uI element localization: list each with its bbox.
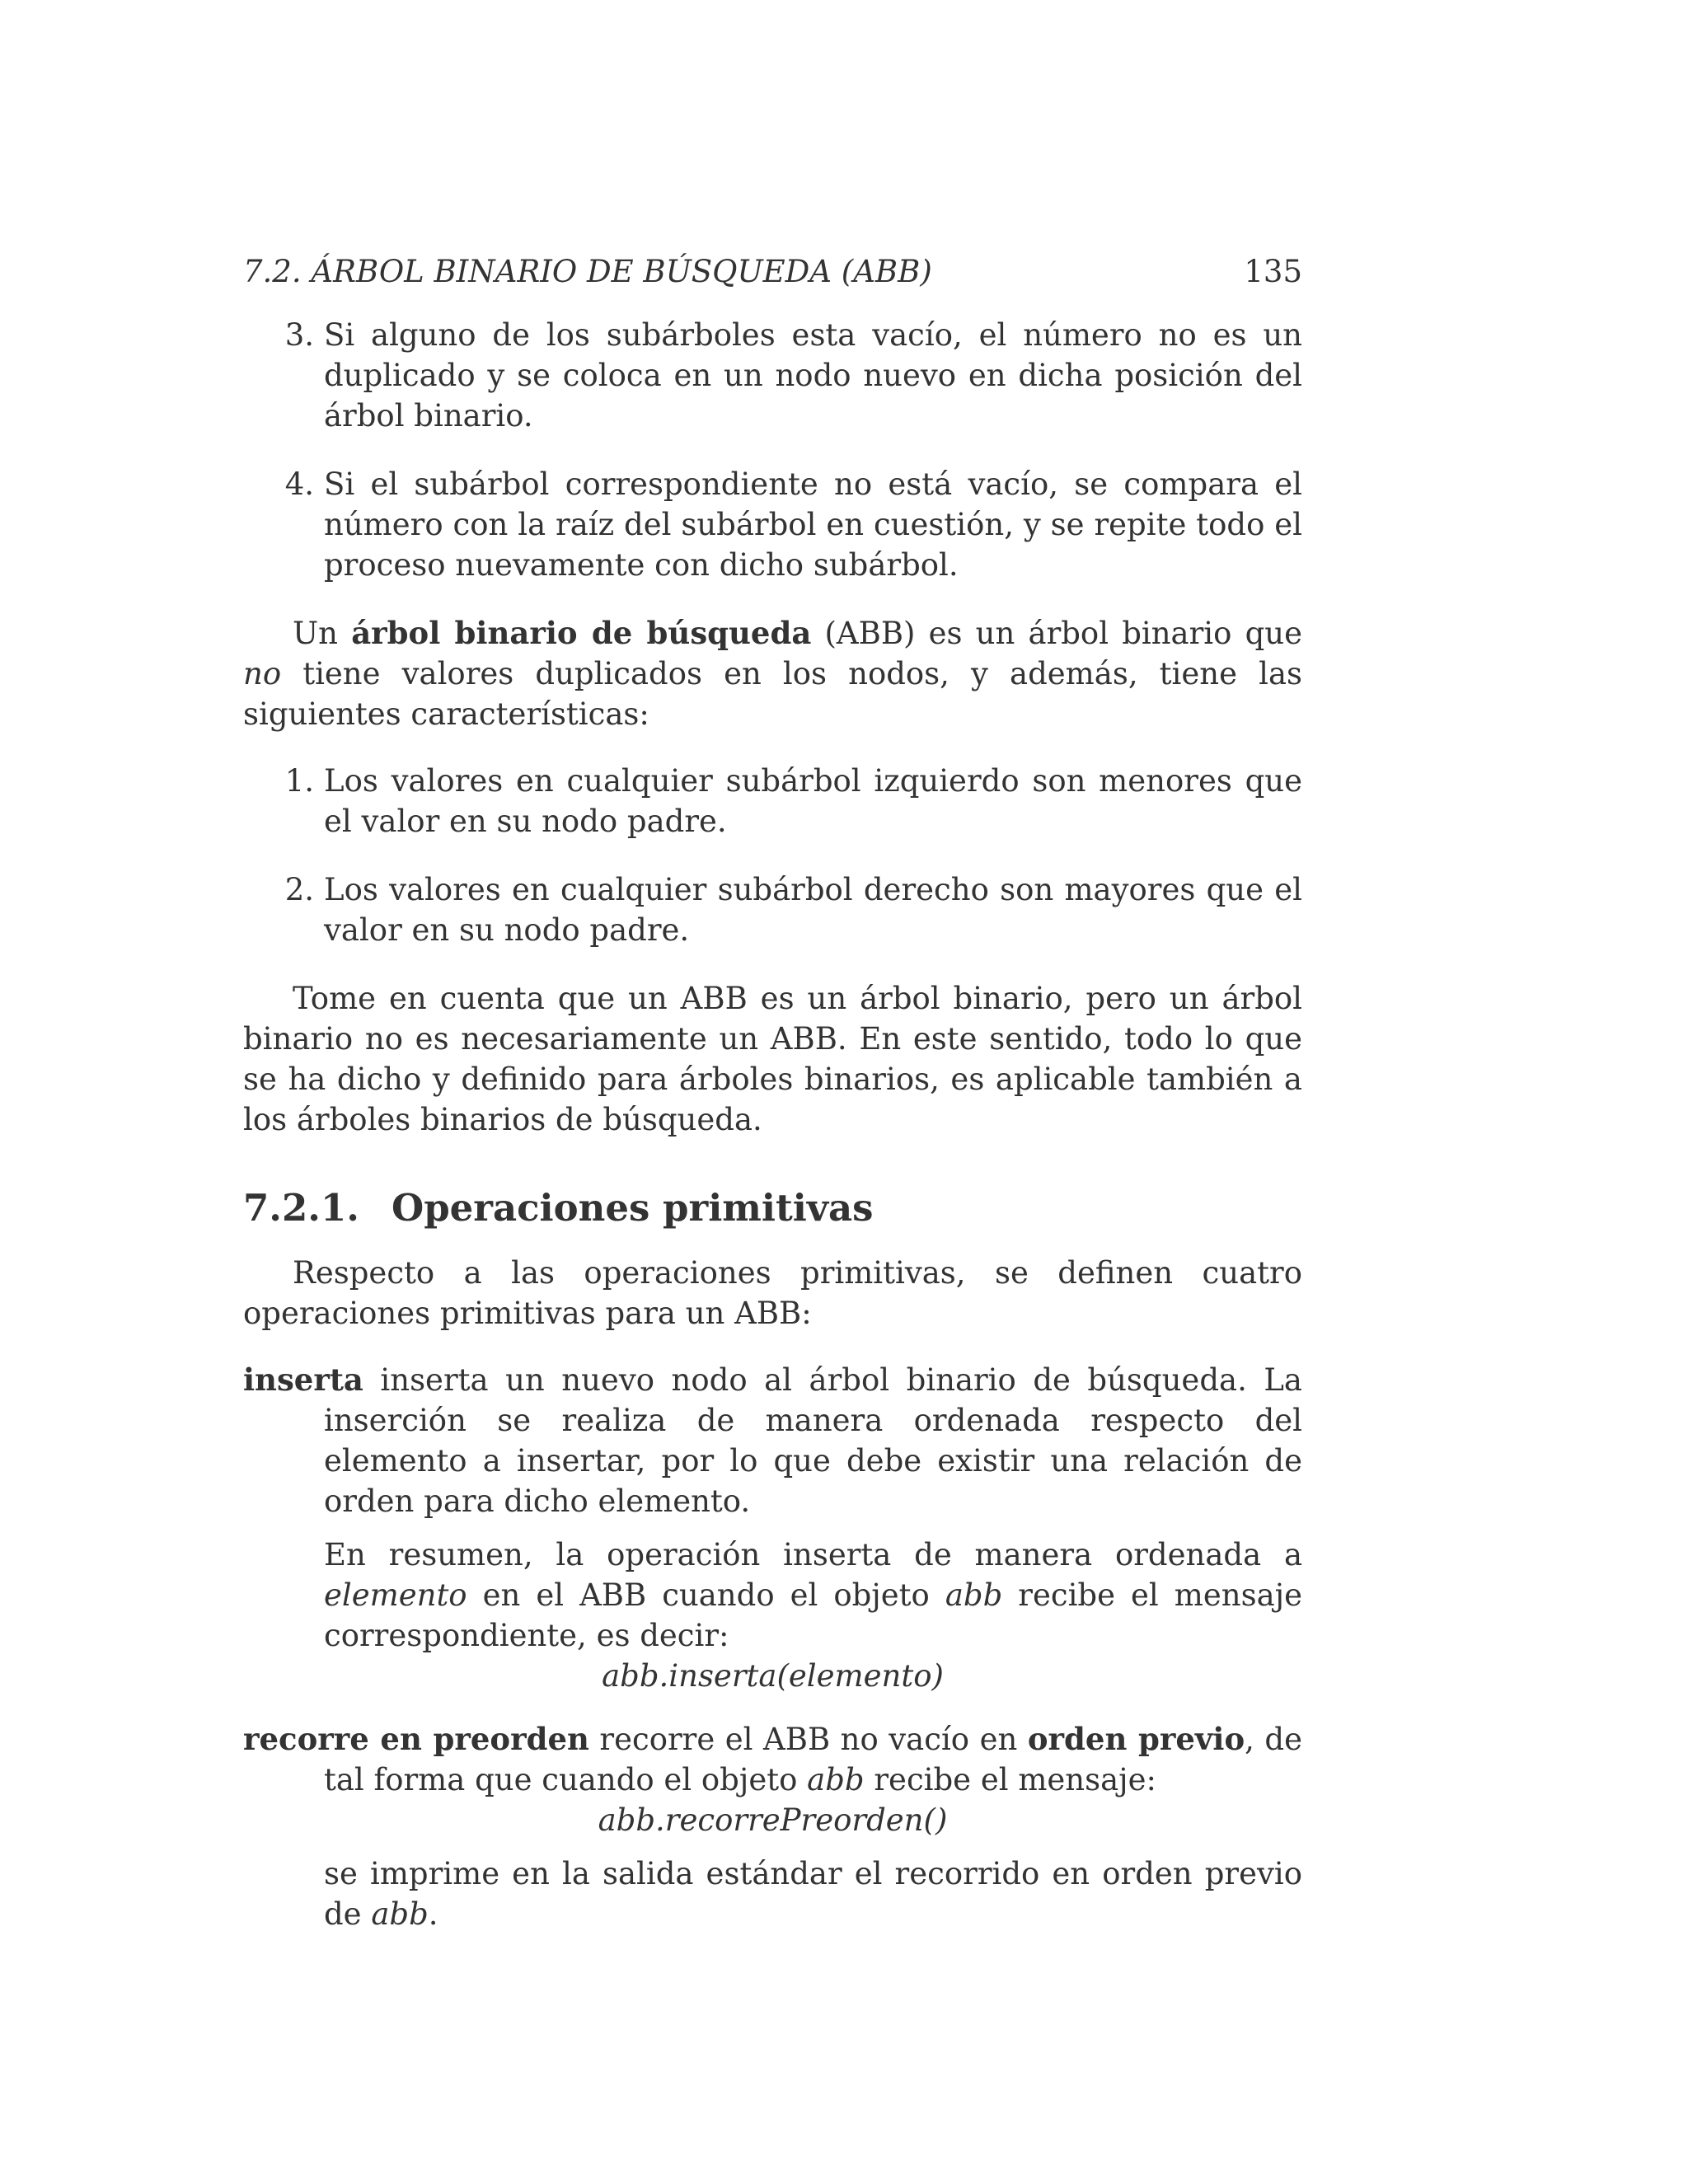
section-title: Operaciones primitivas	[392, 1186, 874, 1230]
code-message: abb.recorrePreorden()	[598, 1802, 948, 1838]
list-item	[243, 315, 1302, 436]
list-item-text: Si alguno de los subárboles esta vacío, el número no es un duplicado y se coloca en un nodo nuevo en dicha posición del árbol binario.	[324, 317, 1302, 434]
operation-description: inserta inserta un nuevo nodo al árbol binario de búsqueda. La inserción se realiza de manera ordenada respecto del elemento a insertar, por lo que debe existir una relación de orden para dicho elemento.	[243, 1361, 1302, 1519]
section-number: 7.2.1.	[243, 1186, 359, 1230]
list-item-text: Los valores en cualquier subárbol derecho son mayores que el valor en su nodo padre.	[324, 872, 1302, 948]
running-header	[243, 251, 1302, 292]
list-item-number: 1.	[284, 763, 314, 799]
operation-result: se imprime en la salida estándar el recorrido en orden previo de abb.	[324, 1856, 1302, 1932]
operation-preorden	[243, 1719, 1302, 1934]
operation-description: recorre en preorden recorre el ABB no vacío en orden previo, de tal forma que cuando el objeto abb recibe el mensaje:	[243, 1721, 1302, 1797]
list-item	[243, 761, 1302, 841]
page	[243, 251, 1302, 1957]
note-paragraph: Tome en cuenta que un ABB es un árbol binario, pero un árbol binario no es necesariamente un ABB. En este sentido, todo lo que se ha dicho y definido para árboles binarios, es aplicable también a los árboles binarios de búsqueda.	[243, 981, 1302, 1137]
operation-term: recorre en preorden	[243, 1721, 589, 1757]
operation-term: inserta	[243, 1361, 363, 1398]
list-item	[243, 869, 1302, 950]
defined-term: árbol binario de búsqueda	[351, 615, 812, 651]
list-item-text: Si el subárbol correspondiente no está vacío, se compara el número con la raíz del subárbol en cuestión, y se repite todo el proceso nuevamente con dicho subárbol.	[324, 466, 1302, 583]
operation-summary: En resumen, la operación inserta de manera ordenada a elemento en el ABB cuando el objeto abb recibe el mensaje correspondiente, es decir:	[324, 1537, 1302, 1653]
running-header-title: 7.2. ÁRBOL BINARIO DE BÚSQUEDA (ABB)	[243, 254, 932, 289]
intro-paragraph: Respecto a las operaciones primitivas, se definen cuatro operaciones primitivas para un ABB:	[243, 1255, 1302, 1331]
list-item-text: Los valores en cualquier subárbol izquierdo son menores que el valor en su nodo padre.	[324, 763, 1302, 839]
list-item-number: 3.	[284, 317, 314, 353]
section-heading	[243, 1188, 1302, 1228]
definition-paragraph: Un árbol binario de búsqueda (ABB) es un árbol binario que no tiene valores duplicados en los nodos, y además, tiene las siguientes características:	[243, 615, 1302, 732]
operation-inserta	[243, 1360, 1302, 1696]
code-message: abb.inserta(elemento)	[602, 1658, 944, 1694]
list-item	[243, 464, 1302, 585]
list-item-number: 4.	[284, 466, 314, 502]
emphasis: no	[243, 656, 282, 691]
list-item-number: 2.	[284, 872, 314, 907]
page-number: 135	[1244, 254, 1302, 289]
